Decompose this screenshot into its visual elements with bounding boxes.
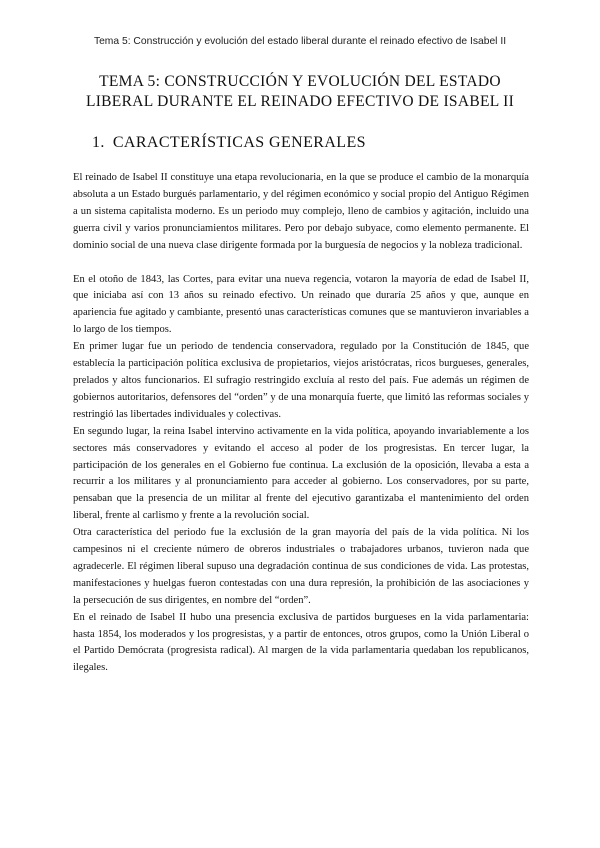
document-title-line-2: LIBERAL DURANTE EL REINADO EFECTIVO DE ISABEL II bbox=[85, 93, 515, 110]
document-title bbox=[50, 72, 550, 112]
section-number: 1. bbox=[92, 134, 105, 151]
paragraph: En primer lugar fue un periodo de tendencia conservadora, regulado por la Constitución de 1845, que establecía la participación política exclusiva de propietarios, viejos aristócratas, ricos burgueses, generales, prelados y altos funcionarios. El sufragio restringido excluía al resto del país. Fue además un régimen de gobiernos autoritarios, defensores del “orden” y de una monarquía fuerte, que limitó las reformas sociales y restringió las libertades individuales y colectivas. bbox=[73, 341, 529, 420]
section-title: CARACTERÍSTICAS GENERALES bbox=[112, 134, 366, 151]
document-title-line-1: TEMA 5: CONSTRUCCIÓN Y EVOLUCIÓN DEL ESTADO bbox=[99, 73, 501, 90]
section-heading bbox=[92, 134, 366, 152]
paragraph: En segundo lugar, la reina Isabel intervino activamente en la vida política, apoyando invariablemente a los sectores más conservadores y evitando el acceso al poder de los progresistas. En tercer lugar, la participación de los generales en el Gobierno fue continua. La exclusión de la oposición, llevaba a esta a recurrir a los militares y al pronunciamiento para acceder al gobierno. Los conservadores, por su parte, pensaban que la presencia de un militar al frente del ejecutivo garantizaba el mantenimiento del orden liberal, frente al carlismo y frente a la revolución social. bbox=[73, 425, 529, 522]
paragraph: Otra característica del periodo fue la exclusión de la gran mayoría del país de la vida política. Ni los campesinos ni el creciente número de obreros industriales o trabajadores urbanos, tuvieron nada que agradecerle. El régimen liberal supuso una degradación continua de sus condiciones de vida. Las protestas, manifestaciones y huelgas fueron contestadas con una dura represión, la prohibición de las asociaciones y la persecución de sus dirigentes, en nombre del “orden”. bbox=[73, 527, 529, 606]
paragraph: El reinado de Isabel II constituye una etapa revolucionaria, en la que se produce el cambio de la monarquía absoluta a un Estado burgués parlamentario, y del régimen económico y social propio del Antiguo Régimen a un sistema capitalista moderno. Es un periodo muy complejo, lleno de cambios y agitación, incluido una guerra civil y varios pronunciamientos militares. Pero por debajo subyace, como elemento permanente. El dominio social de una nueva clase dirigente formada por la burguesía de negocios y la nobleza tradicional. bbox=[73, 172, 529, 251]
running-header: Tema 5: Construcción y evolución del estado liberal durante el reinado efectivo de Isabel II bbox=[93, 36, 507, 47]
body-text bbox=[73, 170, 529, 677]
paragraph: En el reinado de Isabel II hubo una presencia exclusiva de partidos burgueses en la vida parlamentaria: hasta 1854, los moderados y los progresistas, y a partir de entonces, otros grupos, como la Unión Liberal o el Partido Demócrata (progresista radical). Al margen de la vida parlamentaria quedaban los republicanos, ilegales. bbox=[73, 611, 529, 674]
paragraph: En el otoño de 1843, las Cortes, para evitar una nueva regencia, votaron la mayoría de edad de Isabel II, que iniciaba así con 13 años su reinado efectivo. Un reinado que duraría 25 años y que, aunque en apariencia fue agitado y cambiante, presentó unas características comunes que se mantuvieron invariables a lo largo de los tiempos. bbox=[73, 273, 529, 336]
